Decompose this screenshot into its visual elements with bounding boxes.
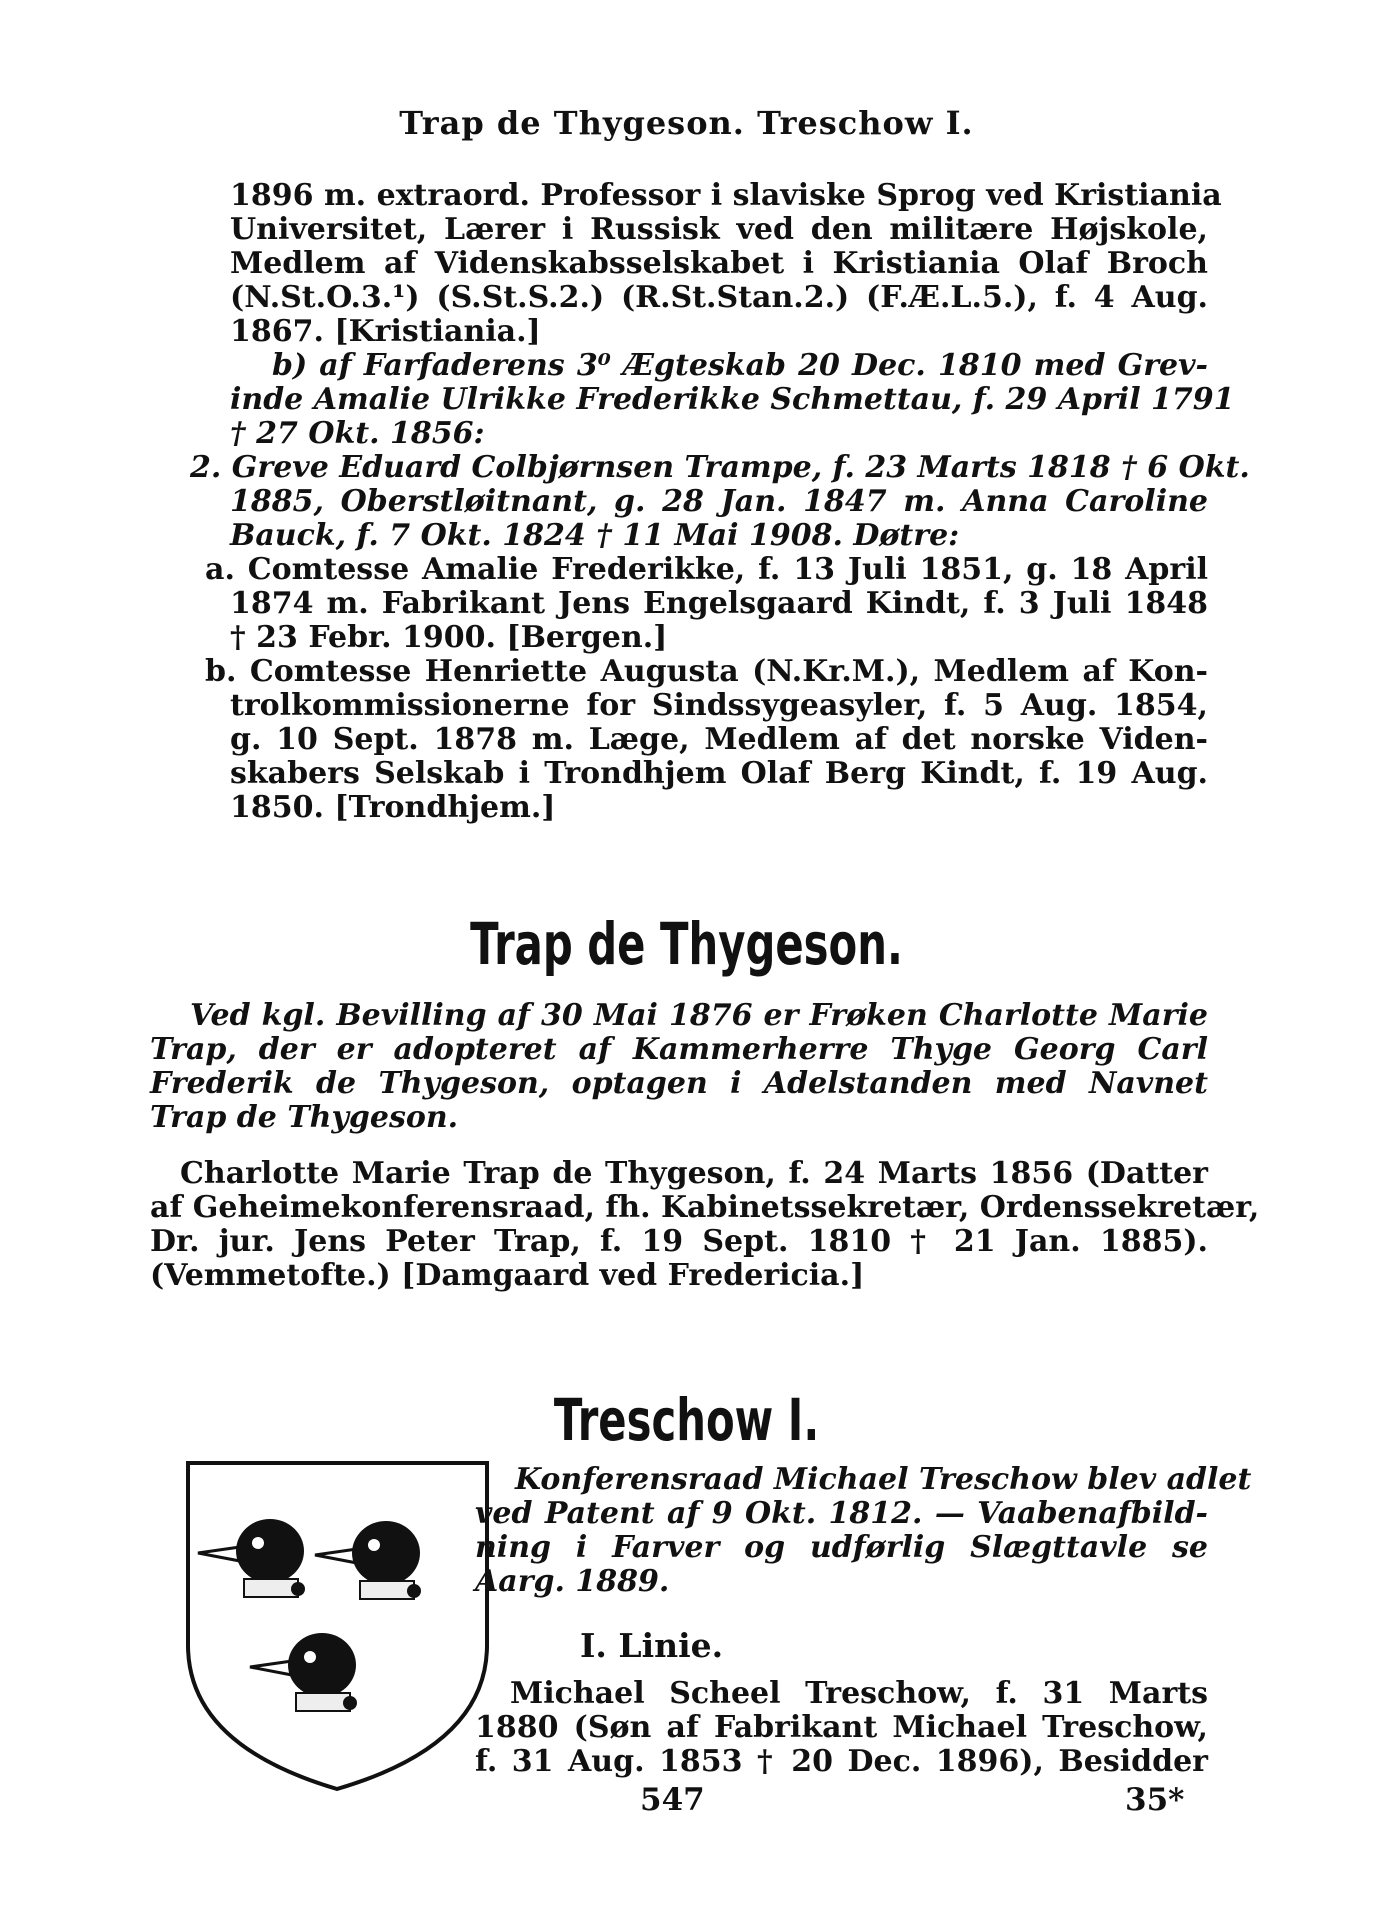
section-title-trap-de-thygeson: Trap de Thygeson. <box>470 910 903 978</box>
section-b-line: † 27 Okt. 1856: <box>230 416 485 451</box>
daughter-b-line: trolkommissionerne for Sindssygeasyler, f. 5 Aug. 1854, <box>230 688 1208 723</box>
text-line: 1896 m. extraord. Professor i slaviske Sprog ved Kristiania <box>230 178 1222 213</box>
treschow-intro-line: Aarg. 1889. <box>475 1564 670 1599</box>
daughter-a-line: a. Comtesse Amalie Frederikke, f. 13 Juli 1851, g. 18 April <box>205 552 1208 587</box>
running-head: Trap de Thygeson. Treschow I. <box>399 104 974 142</box>
trap-entry-line: Charlotte Marie Trap de Thygeson, f. 24 Marts 1856 (Datter <box>180 1156 1208 1191</box>
text-line: Universitet, Lærer i Russisk ved den militære Højskole, <box>230 212 1208 247</box>
item-2-line: 2. Greve Eduard Colbjørnsen Trampe, f. 23 Marts 1818 † 6 Okt. <box>190 450 1250 485</box>
item-2-line: 1885, Oberstløitnant, g. 28 Jan. 1847 m. Anna Caroline <box>230 484 1208 519</box>
daughter-a-line: † 23 Febr. 1900. [Bergen.] <box>230 620 668 655</box>
treschow-intro-line: ved Patent af 9 Okt. 1812. — Vaabenafbild- <box>475 1496 1208 1531</box>
trap-intro-line: Ved kgl. Bevilling af 30 Mai 1876 er Frøken Charlotte Marie <box>190 998 1208 1033</box>
section-title-treschow: Treschow I. <box>553 1386 820 1454</box>
linie-heading: I. Linie. <box>580 1626 724 1665</box>
treschow-entry-line: f. 31 Aug. 1853 † 20 Dec. 1896), Besidder <box>475 1744 1208 1779</box>
signature-mark: 35* <box>1125 1782 1185 1818</box>
daughter-b-line: skabers Selskab i Trondhjem Olaf Berg Kindt, f. 19 Aug. <box>230 756 1208 791</box>
treschow-entry-line: 1880 (Søn af Fabrikant Michael Treschow, <box>475 1710 1208 1745</box>
trap-intro-line: Trap, der er adopteret af Kammerherre Thyge Georg Carl <box>150 1032 1208 1067</box>
trap-intro-line: Frederik de Thygeson, optagen i Adelstanden med Navnet <box>150 1066 1208 1101</box>
section-b-line: inde Amalie Ulrikke Frederikke Schmettau, f. 29 April 1791 <box>230 382 1235 417</box>
page-number: 547 <box>640 1782 705 1818</box>
treschow-intro-line: ning i Farver og udførlig Slægttavle se <box>475 1530 1208 1565</box>
trap-entry-line: (Vemmetofte.) [Damgaard ved Fredericia.] <box>150 1258 865 1293</box>
text-line: 1867. [Kristiania.] <box>230 314 541 349</box>
trap-entry-line: af Geheimekonferensraad, fh. Kabinetssekretær, Ordenssekretær, <box>150 1190 1260 1225</box>
section-b-line: b) af Farfaderens 3⁰ Ægteskab 20 Dec. 1810 med Grev- <box>272 348 1208 383</box>
daughter-a-line: 1874 m. Fabrikant Jens Engelsgaard Kindt, f. 3 Juli 1848 <box>230 586 1208 621</box>
text-line: (N.St.O.3.¹) (S.St.S.2.) (R.St.Stan.2.) (F.Æ.L.5.), f. 4 Aug. <box>230 280 1208 315</box>
item-2-line: Bauck, f. 7 Okt. 1824 † 11 Mai 1908. Døtre: <box>230 518 960 553</box>
trap-entry-line: Dr. jur. Jens Peter Trap, f. 19 Sept. 1810 † 21 Jan. 1885). <box>150 1224 1208 1259</box>
daughter-b-line: 1850. [Trondhjem.] <box>230 790 556 825</box>
coat-of-arms <box>180 1455 495 1795</box>
treschow-intro-line: Konferensraad Michael Treschow blev adlet <box>515 1462 1252 1497</box>
daughter-b-line: b. Comtesse Henriette Augusta (N.Kr.M.), Medlem af Kon- <box>205 654 1208 689</box>
daughter-b-line: g. 10 Sept. 1878 m. Læge, Medlem af det norske Viden- <box>230 722 1208 757</box>
trap-intro-line: Trap de Thygeson. <box>150 1100 459 1135</box>
text-line: Medlem af Videnskabsselskabet i Kristiania Olaf Broch <box>230 246 1208 281</box>
treschow-entry-line: Michael Scheel Treschow, f. 31 Marts <box>510 1676 1208 1711</box>
